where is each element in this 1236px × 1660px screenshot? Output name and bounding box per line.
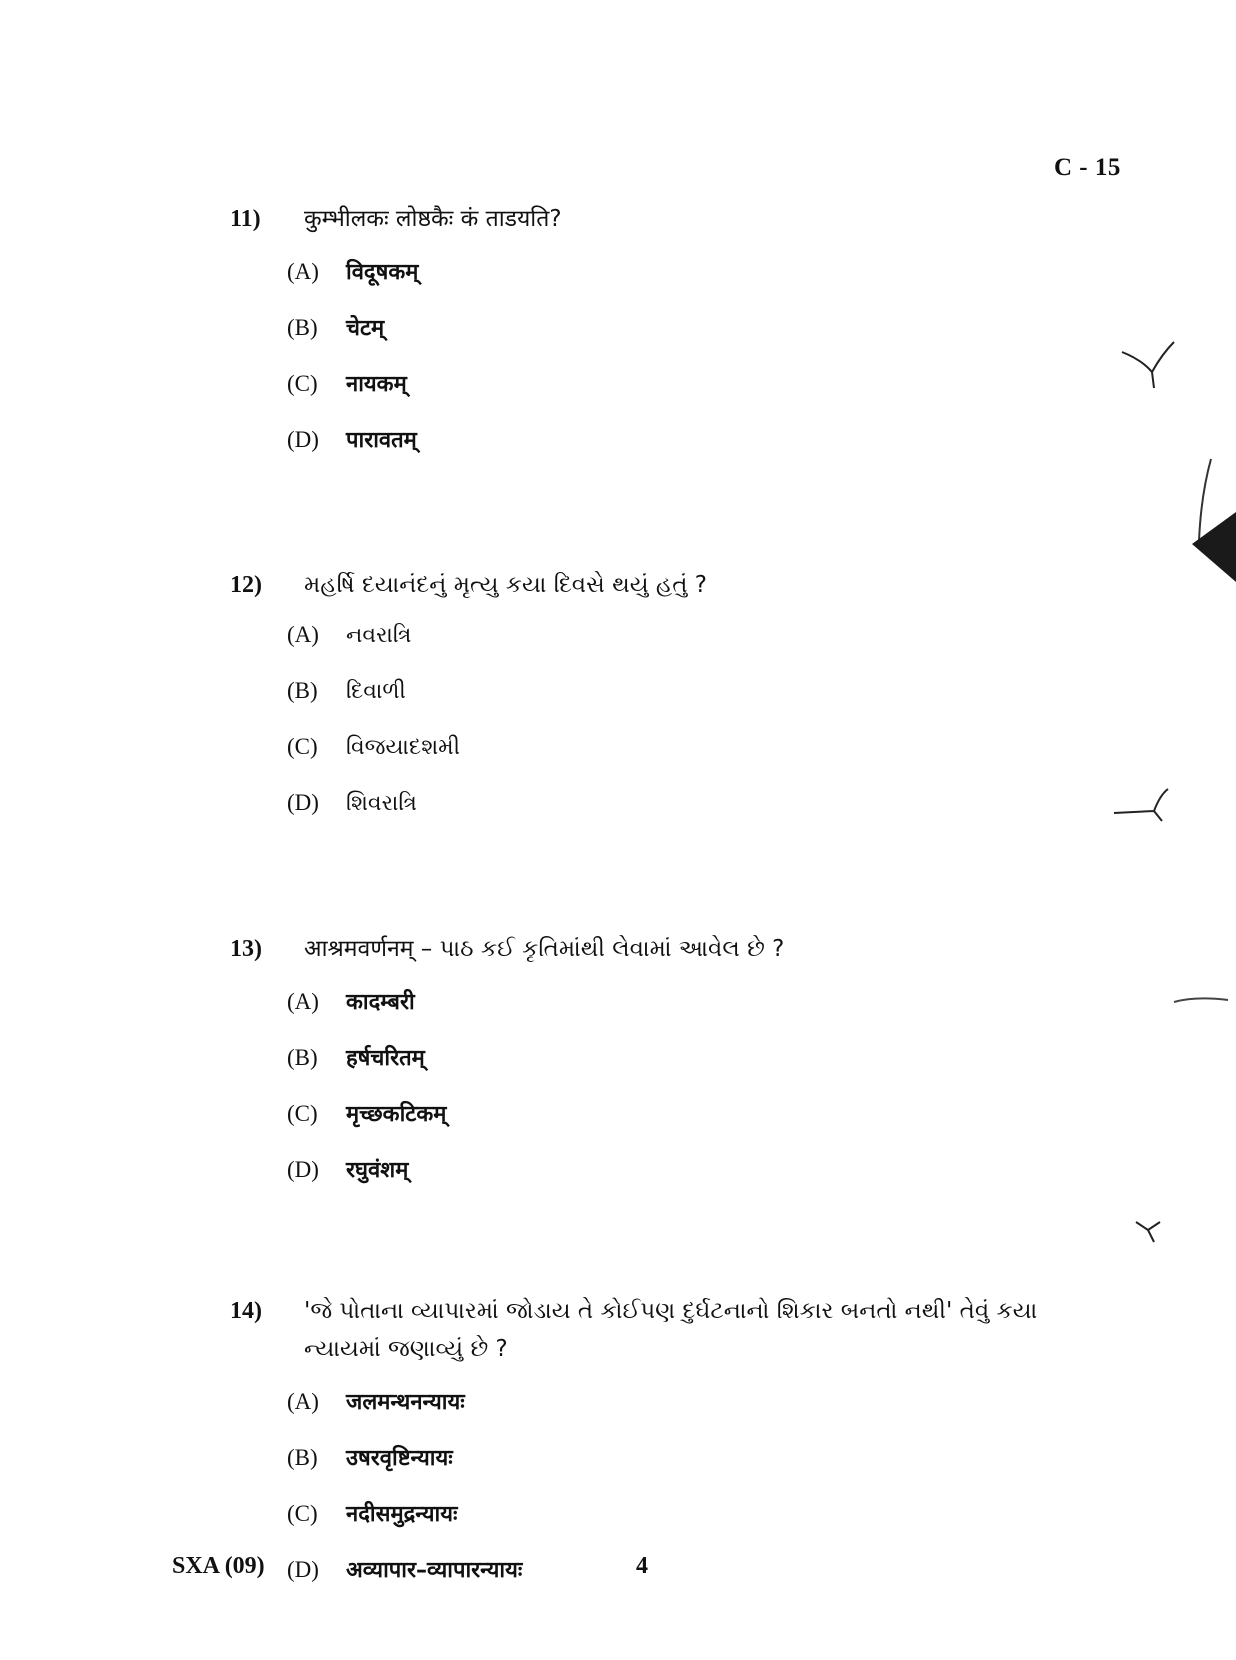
option-b xyxy=(0,1042,1236,1098)
option-a xyxy=(0,622,1236,678)
option-text: उषरवृष्टिन्यायः xyxy=(346,1446,453,1471)
question-text: 'જે પોતાના વ્યાપારમાં જોડાય તે કોઈપણ દુર્ઘટનાનો શિકાર બનતો નથી' તેવું કયા ન્યાયમાં જણાવ્યું છે ? xyxy=(304,1298,1038,1362)
option-text: વિજયાદશમી xyxy=(346,735,460,760)
question-header xyxy=(0,930,1236,968)
option-letter: (C) xyxy=(287,1101,318,1126)
option-text: नदीसमुद्रन्यायः xyxy=(346,1502,458,1527)
question-number: 13) xyxy=(230,936,262,962)
scan-speck xyxy=(1112,785,1172,825)
question-11 xyxy=(0,200,1236,480)
option-text: अव्यापार–व्यापारन्यायः xyxy=(346,1558,523,1583)
option-letter: (A) xyxy=(287,622,319,647)
option-text: कादम्बरी xyxy=(346,990,415,1015)
option-c xyxy=(0,368,1236,424)
option-text: पारावतम् xyxy=(346,428,417,453)
option-c xyxy=(0,1498,1236,1554)
question-number: 11) xyxy=(230,206,261,232)
question-text: आश्रमवर्णनम् – પાઠ કઈ કૃતિમાંથી લેવામાં આવેલ છે ? xyxy=(304,936,785,962)
option-letter: (B) xyxy=(287,1045,318,1070)
option-letter: (D) xyxy=(287,427,319,452)
option-d xyxy=(0,790,1236,846)
question-text: મહર્ષિ દયાનંદનું મૃત્યુ કયા દિવસે થયું હતું ? xyxy=(304,572,707,598)
scan-blot xyxy=(1192,512,1236,582)
question-text: कुम्भीलकः लोष्ठकैः कं ताडयति? xyxy=(304,206,562,232)
option-letter: (B) xyxy=(287,315,318,340)
question-13 xyxy=(0,930,1236,1210)
question-header xyxy=(0,200,1236,238)
question-header xyxy=(0,566,1236,604)
option-text: શિવરાત્રિ xyxy=(346,791,417,816)
option-text: नायकम् xyxy=(346,372,407,397)
option-a xyxy=(0,986,1236,1042)
options-list xyxy=(0,256,1236,480)
paper-code: SXA (09) xyxy=(172,1553,265,1579)
option-letter: (D) xyxy=(287,1157,319,1182)
option-letter: (D) xyxy=(287,1557,319,1582)
question-list xyxy=(0,200,1236,1610)
option-letter: (C) xyxy=(287,1501,318,1526)
option-letter: (C) xyxy=(287,734,318,759)
option-a xyxy=(0,1386,1236,1442)
option-letter: (B) xyxy=(287,678,318,703)
option-text: हर्षचरितम् xyxy=(346,1046,425,1071)
option-c xyxy=(0,734,1236,790)
question-number: 14) xyxy=(230,1298,262,1324)
option-text: रघुवंशम् xyxy=(346,1158,409,1183)
options-list xyxy=(0,622,1236,846)
question-12 xyxy=(0,566,1236,846)
scan-speck xyxy=(1172,990,1232,1010)
option-b xyxy=(0,1442,1236,1498)
option-a xyxy=(0,256,1236,312)
option-letter: (D) xyxy=(287,790,319,815)
options-list xyxy=(0,986,1236,1210)
scan-speck xyxy=(1118,332,1178,392)
option-text: विदूषकम् xyxy=(346,260,419,285)
option-letter: (A) xyxy=(287,989,319,1014)
option-letter: (A) xyxy=(287,259,319,284)
option-letter: (C) xyxy=(287,371,318,396)
page-number: 4 xyxy=(636,1553,648,1579)
option-text: मृच्छकटिकम् xyxy=(346,1102,447,1127)
option-letter: (B) xyxy=(287,1445,318,1470)
page-code: C - 15 xyxy=(1054,154,1121,181)
option-b xyxy=(0,312,1236,368)
question-header xyxy=(0,1292,1236,1368)
option-d xyxy=(0,424,1236,480)
scan-speck xyxy=(1134,1218,1164,1248)
option-text: દિવાળી xyxy=(346,679,406,704)
option-text: નવરાત્રિ xyxy=(346,623,412,648)
question-number: 12) xyxy=(230,572,262,598)
option-letter: (A) xyxy=(287,1389,319,1414)
option-text: चेटम् xyxy=(346,316,385,341)
option-b xyxy=(0,678,1236,734)
option-c xyxy=(0,1098,1236,1154)
option-text: जलमन्थनन्यायः xyxy=(346,1390,465,1415)
option-d xyxy=(0,1154,1236,1210)
